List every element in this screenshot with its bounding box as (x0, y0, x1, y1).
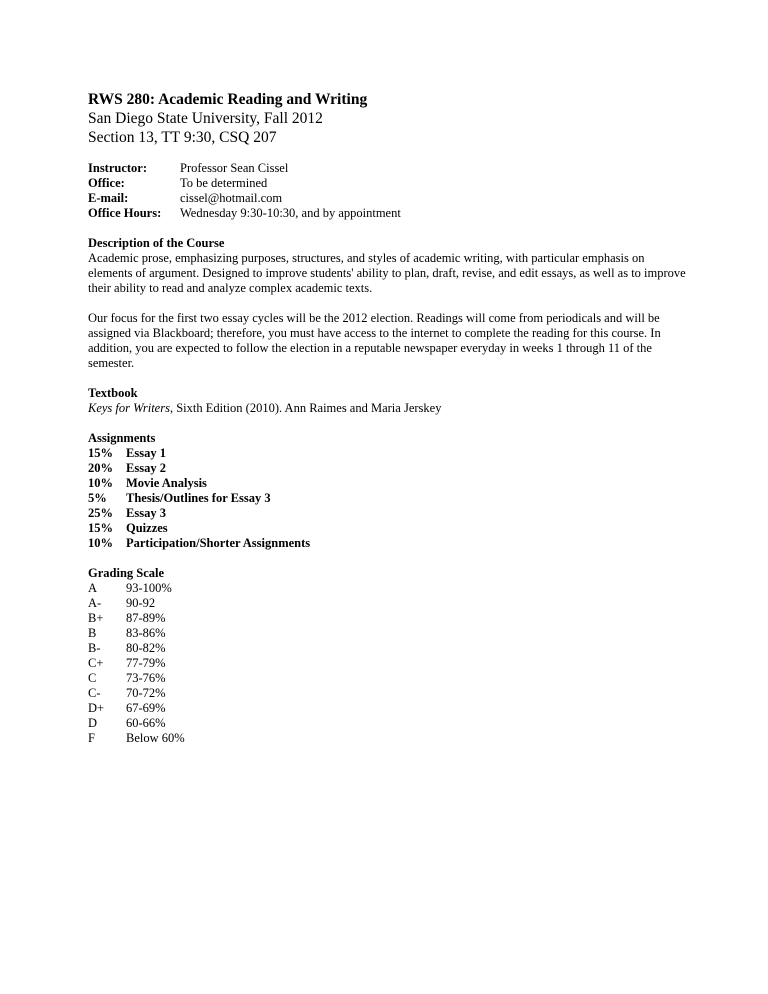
grade-letter: C+ (88, 656, 104, 670)
assignment-percent: 15% (88, 521, 113, 535)
syllabus-page (88, 90, 688, 746)
grade-range: 93-100% (126, 581, 172, 595)
assignment-percent: 15% (88, 446, 113, 460)
grade-row (88, 596, 688, 611)
grade-range: 73-76% (126, 671, 166, 685)
course-description (88, 236, 688, 371)
assignment-name: Essay 1 (126, 446, 166, 460)
info-value: To be determined (180, 176, 268, 190)
section-heading: Textbook (88, 386, 138, 400)
grade-letter: B+ (88, 611, 104, 625)
grade-letter: A- (88, 596, 102, 610)
textbook-details: , Sixth Edition (2010). Ann Raimes and Maria Jerskey (169, 401, 442, 415)
grade-letter: A (88, 581, 98, 595)
grade-range: 80-82% (126, 641, 166, 655)
university-term: San Diego State University, Fall 2012 (88, 110, 323, 127)
assignment-percent: 10% (88, 536, 113, 550)
info-label: Office: (88, 176, 125, 190)
assignment-name: Thesis/Outlines for Essay 3 (126, 491, 271, 505)
grade-row (88, 641, 688, 656)
assignment-row (88, 446, 688, 461)
grade-letter: D+ (88, 701, 105, 715)
grade-letter: C- (88, 686, 101, 700)
grade-letter: D (88, 716, 98, 730)
grade-row (88, 671, 688, 686)
grade-row (88, 701, 688, 716)
grade-row (88, 731, 688, 746)
assignment-percent: 25% (88, 506, 113, 520)
grading-scale-section (88, 566, 688, 746)
assignment-percent: 10% (88, 476, 113, 490)
grade-range: Below 60% (126, 731, 185, 745)
assignment-name: Essay 3 (126, 506, 166, 520)
grade-letter: B (88, 626, 97, 640)
grade-row (88, 656, 688, 671)
assignment-row (88, 521, 688, 536)
info-value: Wednesday 9:30-10:30, and by appointment (180, 206, 401, 220)
textbook-section (88, 386, 688, 416)
grade-range: 87-89% (126, 611, 166, 625)
section-heading: Description of the Course (88, 236, 225, 250)
grade-range: 83-86% (126, 626, 166, 640)
grade-range: 77-79% (126, 656, 166, 670)
info-row-office-hours (88, 206, 688, 221)
description-paragraph: Academic prose, emphasizing purposes, structures, and styles of academic writing, with particular emphasis on elements of argument. Designed to improve students' ability to plan, draft, revise, and edit essays, as well as to improve their ability to read and analyze complex academic texts. (88, 251, 686, 295)
assignment-row (88, 476, 688, 491)
info-label: Instructor: (88, 161, 148, 175)
info-row-office (88, 176, 688, 191)
assignment-row (88, 461, 688, 476)
assignments-section (88, 431, 688, 551)
info-label: E-mail: (88, 191, 129, 205)
instructor-info (88, 161, 688, 221)
grade-row (88, 716, 688, 731)
grade-row (88, 626, 688, 641)
section-heading: Grading Scale (88, 566, 165, 580)
assignment-row (88, 536, 688, 551)
info-label: Office Hours: (88, 206, 162, 220)
textbook-entry (88, 401, 688, 416)
assignment-percent: 5% (88, 491, 107, 505)
info-value: cissel@hotmail.com (180, 191, 283, 205)
course-title: RWS 280: Academic Reading and Writing (88, 91, 368, 108)
assignment-name: Quizzes (126, 521, 168, 535)
assignment-name: Participation/Shorter Assignments (126, 536, 311, 550)
info-value: Professor Sean Cissel (180, 161, 289, 175)
grade-range: 70-72% (126, 686, 166, 700)
grade-letter: C (88, 671, 97, 685)
info-row-email (88, 191, 688, 206)
assignment-name: Movie Analysis (126, 476, 207, 490)
section-heading: Assignments (88, 431, 156, 445)
assignment-name: Essay 2 (126, 461, 166, 475)
grade-row (88, 611, 688, 626)
grade-row (88, 581, 688, 596)
grade-letter: F (88, 731, 95, 745)
assignment-percent: 20% (88, 461, 113, 475)
grade-row (88, 686, 688, 701)
assignment-row (88, 506, 688, 521)
info-row-instructor (88, 161, 688, 176)
grade-range: 60-66% (126, 716, 166, 730)
description-paragraph: Our focus for the first two essay cycles will be the 2012 election. Readings will come from periodicals and will be assigned via Blackboard; therefore, you must have access to the internet to complete the reading for this course. In addition, you are expected to follow the election in a reputable newspaper everyday in weeks 1 through 11 of the semester. (88, 311, 661, 370)
grade-range: 90-92 (126, 596, 156, 610)
grade-letter: B- (88, 641, 101, 655)
section-info: Section 13, TT 9:30, CSQ 207 (88, 129, 277, 146)
textbook-title: Keys for Writers (88, 401, 170, 415)
assignment-row (88, 491, 688, 506)
grade-range: 67-69% (126, 701, 166, 715)
